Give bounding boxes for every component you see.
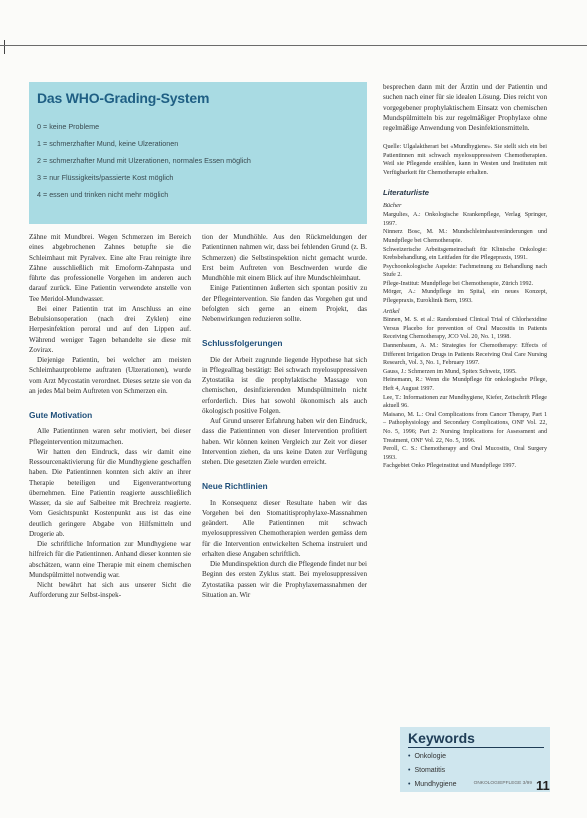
- paragraph: Die schriftliche Information zur Mundhygiene war hilfreich für die Patientinnen. Anhand dieser konnten sie abschätzen, wann eine Therapie mit einem chemischen Mundspülmittel notwendig war.: [29, 540, 191, 579]
- paragraph: In Konsequenz dieser Resultate haben wir das Vorgehen bei den Stomatitisprophylaxe-Massnahmen geändert. Alle Patientinnen mit schwach myelosuppressiven Chemotherapien werden gemäss dem für die Intervention entwickelten Schema instruiert und erhalten diese Angaben schriftlich.: [202, 498, 367, 558]
- who-grade-3: 3 = nur Flüssigkeits/passierte Kost möglich: [37, 173, 174, 182]
- section-heading-schlussfolgerungen: Schlussfolgerungen: [202, 338, 283, 349]
- who-grade-0: 0 = keine Probleme: [37, 122, 100, 131]
- keywords-divider: [408, 747, 544, 748]
- literature-subheading: Artikel: [383, 308, 400, 315]
- figure-caption: Quelle: Ulgalaktherari bei «Mundhygiene». Sie stellt sich ein bei Patientinnen mit schwach myelosuppressiven Chemotherapien. Weil sie Pflegende erzählen, kann in Westen und Instituten mit Verfügbarkeit für Chemotherapie erhalten.: [383, 143, 547, 177]
- paragraph: Einige Patientinnen äußerten sich spontan positiv zu der Pflegeintervention. Sie fanden das Vorgehen gut und befolgten sich gerne an einem Projekt, das Nebenwirkungen reduzieren sollte.: [202, 284, 367, 323]
- keywords-title: Keywords: [408, 730, 475, 746]
- who-grading-box: [29, 82, 367, 224]
- keyword-item: • Onkologie: [408, 750, 456, 764]
- paragraph: Die der Arbeit zugrunde liegende Hypothese hat sich in Pflegealltag bestätigt: Bei schwach myelosuppressiven Zytostatika ist die prophylaktische Massage von chemischen, desinfizierenden Mundspülmitteln nicht erforderlich. Dies hat sowohl ökonomisch als auch ökologisch positive Folgen.: [202, 355, 367, 415]
- article-column-1: [29, 232, 191, 601]
- article-column-3: [383, 82, 547, 471]
- paragraph: besprechen dann mit der Ärztin und der Patientin und suchen nach einer für sie idealen Lösung. Dies reicht von vorgegebener prophylaktischem Einsatz von chemischen Mundspülmitteln bis zur regelmäßiger Prophylaxe ohne regelmäßige Anwendung von Desinfektionsmitteln.: [383, 83, 547, 132]
- who-grading-list: [37, 118, 362, 203]
- literature-subheading: Bücher: [383, 201, 402, 209]
- literature-entry: Fachgebiet Onko Pflegeinstitut und Mundpflege 1997.: [383, 463, 517, 470]
- literature-entry: Pflege-Institut: Mundpflege bei Chemotherapie, Zürich 1992.: [383, 280, 534, 287]
- literature-entry: Peroll, C. S.: Chemotherapy and Oral Mucositis, Oral Surgery 1993.: [383, 446, 547, 461]
- top-left-tick: [4, 40, 5, 54]
- keyword-item: • Mundhygiene: [408, 778, 456, 792]
- paragraph: Diejenige Patientin, bei welcher am meisten Schleimhautprobleme auftraten (Ulzerationen), wurde vom Arzt Mycostatin verordnet. Dieses setzte sie von da an jedes Mal beim Auftreten von Schmerzen ein.: [29, 356, 191, 395]
- who-grade-1: 1 = schmerzhafter Mund, keine Ulzerationen: [37, 139, 179, 148]
- who-grade-2: 2 = schmerzhafter Mund mit Ulzerationen, normales Essen möglich: [37, 156, 251, 165]
- page-number: 11: [536, 778, 550, 793]
- literature-entry: Mörger, A.: Mundpflege im Spital, ein neues Konzept, Pflegepraxis, Euroklinik Bern, 1993.: [383, 289, 547, 305]
- literature-entry: Gauss, J.: Schmerzen im Mund, Spitex Schweiz, 1995.: [383, 368, 517, 375]
- literature-entry: Lee, T.: Informationen zur Mundhygiene, Kiefer, Zeitschrift Pflege aktuell 96.: [383, 394, 547, 410]
- literature-entry: Binnen, M. S. et al.: Randomised Clinical Trial of Chlorhexidine Versus Placebo for prevention of Oral Mucositis in Patients Receiving Chemotherapy, JCO Vol. 20, No. 1, 1998.: [383, 317, 547, 341]
- paragraph: Auf Grund unserer Erfahrung haben wir den Eindruck, dass die Patientinnen von dieser Intervention profitiert haben. Wir können keinen Vergleich zur Zeit vor dieser Intervention ziehen, da uns keine Daten zur Verfügung stehen. Die gesetzten Ziele wurden erreicht.: [202, 417, 367, 466]
- literature-entry: Dannenbaum, A. M.: Strategies for Chemotherapy: Effects of Different Irrigation Drugs in Patients Receiving Oral Care Nursing Research, Vol. 3, No. 1, February 1997.: [383, 343, 547, 367]
- literature-entry: Psychoonkologische Aspekte: Fachmeinung zu Behandlung nach Stufe 2.: [383, 263, 547, 279]
- paragraph: Nicht bewährt hat sich aus unserer Sicht die Aufforderung zur Selbst-inspek-: [29, 581, 191, 600]
- paragraph: Zähne mit Mundbrei. Wegen Schmerzen im Bereich eines abgebrochenen Zahnes betupfte sie die Schleimhaut mit Pyralvex. Eine alte Frau reinigte ihre Zähne ausschließlich mit Emoform-Zahnpasta und führte das professionelle Vorgehen im anderen auch darauf zurück. Eine Patientin verwendete anstelle von Tee Meridol-Mundwasser.: [29, 233, 191, 303]
- literature-list: [383, 211, 547, 471]
- literature-entry: Maisano, M. L.: Oral Complications from Cancer Therapy, Part 1 – Pathophysiology and Secondary Complications, ONF Vol. 22, No. 5, 1996; Part 2: Nursing Implications for Assessment and Treatment, ONF Vol. 22, No. 5, 1996.: [383, 411, 547, 444]
- paragraph: tion der Mundhöhle. Aus den Rückmeldungen der Patientinnen nahmen wir, dass bei fehlenden Grund (z. B. Schmerzen) die Selbstinspektion nicht gemacht wurde. Erst beim Auftreten von Beschwerden wurde die Mundhöhle mit einem Blick auf ihre Mundschleimhaut.: [202, 233, 367, 282]
- paragraph: Bei einer Patientin trat im Anschluss an eine Bebulsionsoperation (nach drei Zyklen) eine Herpesinfektion peroral und auf den Lippen auf. Während weniger Tagen behandelte sie diese mit Zovirax.: [29, 304, 191, 354]
- header-rule: [0, 45, 587, 46]
- literature-heading: Literaturliste: [383, 187, 429, 197]
- article-column-2: [202, 232, 367, 600]
- who-grading-title: Das WHO-Grading-System: [37, 90, 210, 106]
- who-grade-4: 4 = essen und trinken nicht mehr möglich: [37, 190, 169, 199]
- paragraph: Alle Patientinnen waren sehr motiviert, bei dieser Pflegeintervention mitzumachen.: [29, 427, 191, 446]
- section-heading-gute-motivation: Gute Motivation: [29, 410, 93, 420]
- literature-entry: Margulies, A.: Onkologische Krankenpflege, Verlag Springer, 1997.: [383, 212, 547, 227]
- section-heading-neue-richtlinien: Neue Richtlinien: [202, 481, 268, 492]
- journal-issue-label: ONKOLOGIEPFLEGE 3/99: [473, 781, 532, 786]
- literature-entry: Ninnerz Bosc, M. M.: Mundschleimhautveränderungen und Mundpflege bei Chemotherapie.: [383, 229, 547, 244]
- keywords-list: [408, 750, 456, 792]
- keyword-item: • Stomatitis: [408, 764, 456, 778]
- literature-entry: Heinemann, R.: Wenn die Mundpflege für onkologische Pflege, Heft 4, August 1997.: [383, 377, 547, 392]
- paragraph: Die Mundinspektion durch die Pflegende findet nur bei Beginn des ersten Zyklus statt. Bei myelosuppressiven Zytostatika passen wir die Prophylaxemassnahmen der Situation an. Wir: [202, 560, 368, 599]
- literature-entry: Schweizerische Arbeitsgemeinschaft für Klinische Onkologie: Krebsbehandlung, ein Leitfaden für die Pflegepraxis, 1991.: [383, 246, 547, 262]
- paragraph: Wir hatten den Eindruck, dass wir damit eine Ressourcenaktivierung für die Mundhygiene geschaffen haben. Die Patientinnen konnten sich aktiv an ihrer Therapie beteiligen und Eigenverantwortung übernehmen. Eine Patientin reagierte ausschließlich Wasser, da sie auf Salbeitee mit Brechreiz reagierte. Vom Gesichtspunkt Kostenpunkt aus ist das eine deutlich geringere Abgabe von Hilfsmitteln und Drogerie ab.: [29, 447, 191, 538]
